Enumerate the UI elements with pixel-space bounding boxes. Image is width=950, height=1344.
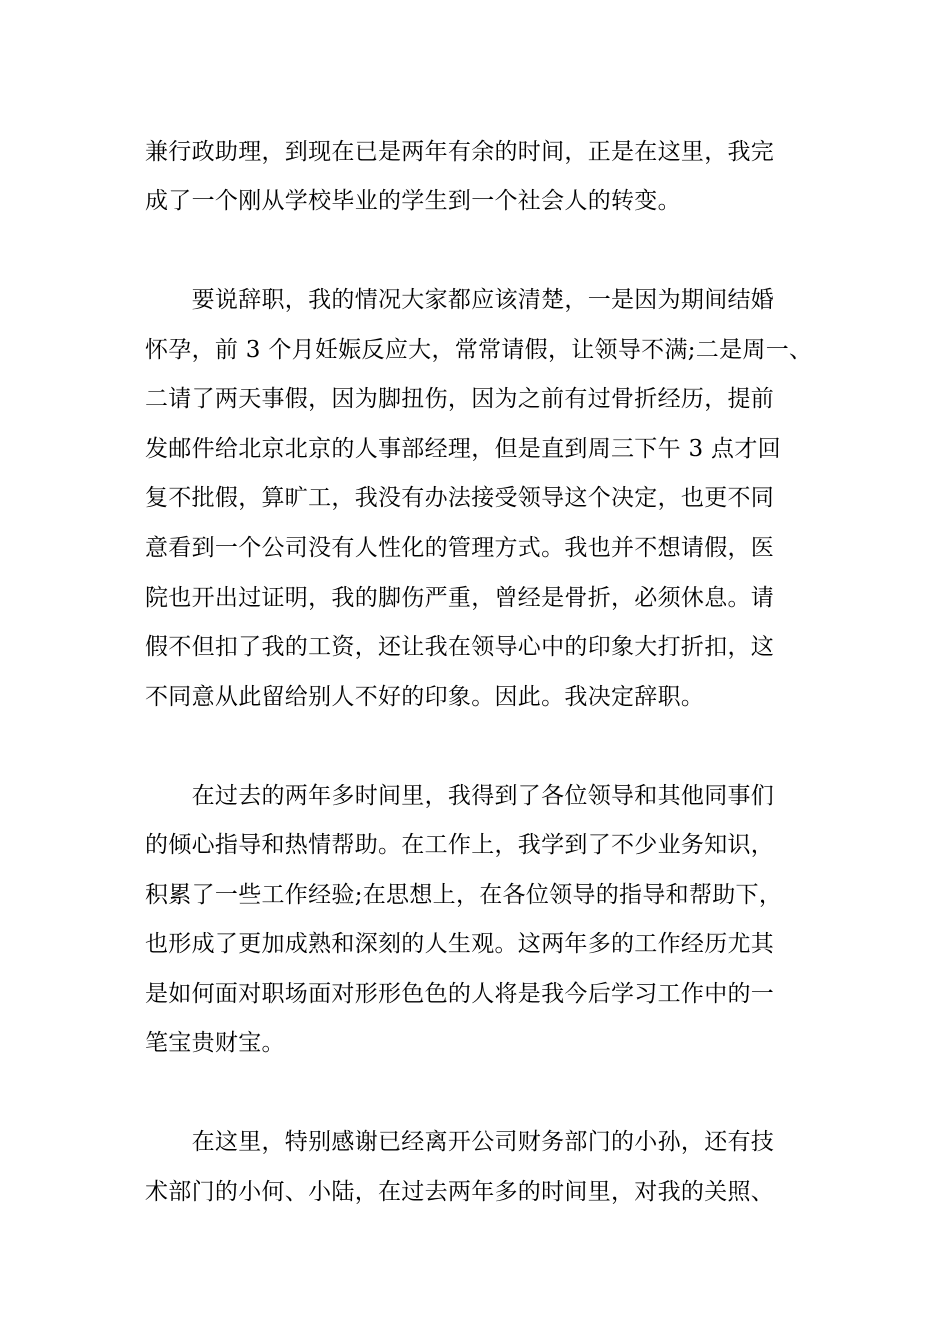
- paragraph-4-line-1: 在这里，特别感谢已经离开公司财务部门的小孙，还有技: [145, 1129, 775, 1155]
- paragraph-2-line-8: 假不但扣了我的工资，还让我在领导心中的印象大打折扣，这: [145, 634, 775, 660]
- paragraph-2-line-3: 二请了两天事假，因为脚扭伤，因为之前有过骨折经历，提前: [145, 386, 775, 412]
- paragraph-2-line-7: 院也开出过证明，我的脚伤严重，曾经是骨折，必须休息。请: [145, 585, 775, 611]
- paragraph-1-line-2: 成了一个刚从学校毕业的学生到一个社会人的转变。: [145, 188, 681, 214]
- paragraph-3-line-2: 的倾心指导和热情帮助。在工作上，我学到了不少业务知识，: [145, 832, 775, 858]
- paragraph-2-line-2: 怀孕，前 3 个月妊娠反应大，常常请假，让领导不满;二是周一、: [145, 337, 813, 363]
- paragraph-3-line-4: 也形成了更加成熟和深刻的人生观。这两年多的工作经历尤其: [145, 931, 775, 957]
- paragraph-2-line-9: 不同意从此留给别人不好的印象。因此。我决定辞职。: [145, 684, 705, 710]
- paragraph-2-line-1: 要说辞职，我的情况大家都应该清楚，一是因为期间结婚: [145, 287, 775, 313]
- paragraph-3-line-5: 是如何面对职场面对形形色色的人将是我今后学习工作中的一: [145, 981, 775, 1007]
- paragraph-3-line-3: 积累了一些工作经验;在思想上，在各位领导的指导和帮助下，: [145, 882, 783, 908]
- paragraph-3-line-6: 笔宝贵财宝。: [145, 1030, 285, 1056]
- paragraph-2-line-4: 发邮件给北京北京的人事部经理，但是直到周三下午 3 点才回: [145, 436, 781, 462]
- paragraph-3-line-1: 在过去的两年多时间里，我得到了各位领导和其他同事们: [145, 783, 775, 809]
- paragraph-2-line-6: 意看到一个公司没有人性化的管理方式。我也并不想请假，医: [145, 535, 775, 561]
- paragraph-4-line-2: 术部门的小何、小陆，在过去两年多的时间里，对我的关照、: [145, 1179, 775, 1205]
- paragraph-1-line-1: 兼行政助理，到现在已是两年有余的时间，正是在这里，我完: [145, 139, 775, 165]
- paragraph-2-line-5: 复不批假，算旷工，我没有办法接受领导这个决定，也更不同: [145, 485, 775, 511]
